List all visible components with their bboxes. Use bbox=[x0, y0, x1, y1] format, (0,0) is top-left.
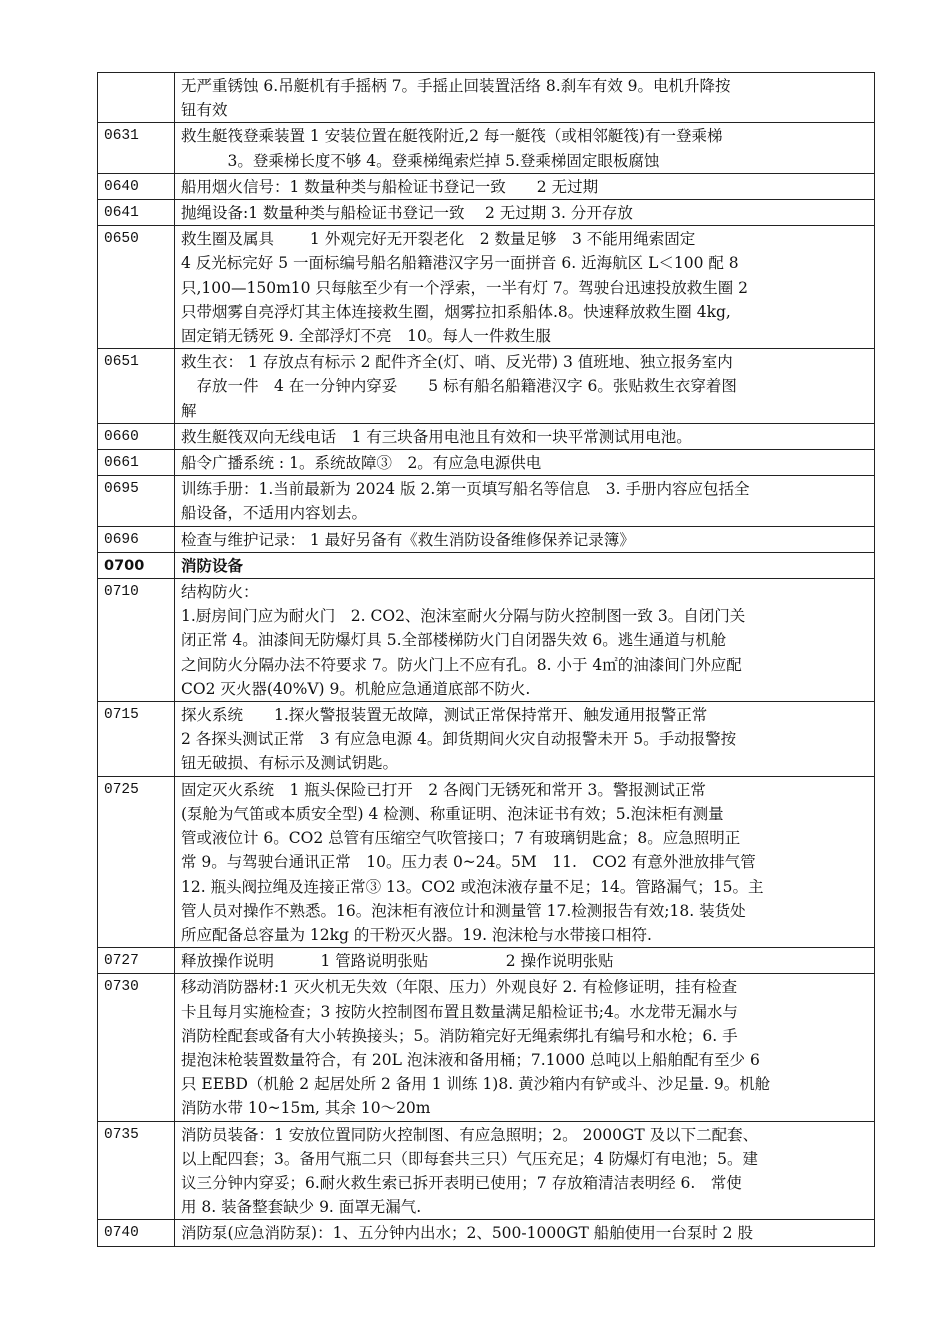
description-line: 之间防火分隔办法不符要求 7。防火门上不应有孔。8. 小于 4㎡的油漆间门外应配 bbox=[181, 655, 742, 674]
table-row bbox=[98, 450, 875, 476]
description-line: 用 8. 装备整套缺少 9. 面罩无漏气. bbox=[181, 1198, 422, 1217]
item-code: 0650 bbox=[98, 226, 175, 349]
description-line: 提泡沫枪装置数量符合，有 20L 泡沫液和备用桶；7.1000 总吨以上船舶配有至少 6 bbox=[181, 1050, 760, 1069]
item-description bbox=[175, 423, 875, 449]
description-line: 钮无破损、有标示及测试钥匙。 bbox=[181, 754, 399, 773]
item-code: 0710 bbox=[98, 579, 175, 702]
item-code: 0641 bbox=[98, 200, 175, 226]
item-code bbox=[98, 73, 175, 123]
description-line: 检查与维护记录： 1 最好另备有《救生消防设备维修保养记录簿》 bbox=[181, 530, 635, 549]
description-line: 闭正常 4。油漆间无防爆灯具 5.全部楼梯防火门自闭器失效 6。逃生通道与机舱 bbox=[181, 631, 727, 650]
item-description bbox=[175, 226, 875, 349]
description-line: 管或液位计 6。CO2 总管有压缩空气吹管接口；7 有玻璃钥匙盒；8。应急照明正 bbox=[181, 829, 741, 848]
description-line: 只 EEBD（机舱 2 起居处所 2 备用 1 训练 1)8. 黄沙箱内有铲或斗、沙足量. 9。机舱 bbox=[181, 1075, 771, 1094]
description-line: 消防员装备：1 安放位置同防火控制图、有应急照明；2。 2000GT 及以下二配套、 bbox=[181, 1125, 759, 1144]
description-line: 12. 瓶头阀拉绳及连接正常③ 13。CO2 或泡沫液存量不足；14。管路漏气；15。主 bbox=[181, 877, 764, 896]
description-line: 无严重锈蚀 6.吊艇机有手摇柄 7。手摇止回装置活络 8.刹车有效 9。电机升降按 bbox=[181, 77, 731, 95]
item-description bbox=[175, 123, 875, 173]
description-line: 探火系统 1.探火警报装置无故障，测试正常保持常开、触发通用报警正常 bbox=[181, 706, 708, 725]
description-line: 以上配四套；3。备用气瓶二只（即每套共三只）气压充足；4 防爆灯有电池；5。建 bbox=[181, 1149, 759, 1168]
item-description bbox=[175, 776, 875, 947]
description-line: 救生艇筏双向无线电话 1 有三块备用电池且有效和一块平常测试用电池。 bbox=[181, 427, 692, 446]
item-description bbox=[175, 476, 875, 526]
description-line: 3。登乘梯长度不够 4。登乘梯绳索烂掉 5.登乘梯固定眼板腐蚀 bbox=[181, 151, 660, 170]
inspection-checklist-table bbox=[97, 72, 875, 1247]
description-line: 1.厨房间门应为耐火门 2. CO2、泡沫室耐火分隔与防火控制图一致 3。自闭门关 bbox=[181, 607, 746, 626]
item-code: 0695 bbox=[98, 476, 175, 526]
item-description bbox=[175, 200, 875, 226]
description-line: 卡且每月实施检查；3 按防火控制图布置且数量满足船检证书;4。水龙带无漏水与 bbox=[181, 1002, 738, 1021]
item-code: 0715 bbox=[98, 702, 175, 777]
item-code: 0696 bbox=[98, 526, 175, 552]
table-row bbox=[98, 579, 875, 702]
table-row bbox=[98, 948, 875, 974]
item-description bbox=[175, 552, 875, 578]
table-row bbox=[98, 123, 875, 173]
description-line: 抛绳设备:1 数量种类与船检证书登记一致 2 无过期 3. 分开存放 bbox=[181, 204, 633, 223]
item-description bbox=[175, 450, 875, 476]
description-line: 船令广播系统 : 1。系统故障③ 2。有应急电源供电 bbox=[181, 454, 542, 473]
item-description bbox=[175, 948, 875, 974]
table-row bbox=[98, 974, 875, 1121]
description-line: 消防栓配套或备有大小转换接头；5。消防箱完好无绳索绑扎有编号和水枪；6. 手 bbox=[181, 1026, 738, 1045]
table-row bbox=[98, 349, 875, 424]
description-line: 2 各探头测试正常 3 有应急电源 4。卸货期间火灾自动报警未开 5。手动报警按 bbox=[181, 730, 737, 749]
description-line: 释放操作说明 1 管路说明张贴 2 操作说明张贴 bbox=[181, 952, 614, 971]
table-row bbox=[98, 73, 875, 123]
item-description bbox=[175, 1121, 875, 1220]
description-line: 所应配备总容量为 12kg 的干粉灭火器。19. 泡沫枪与水带接口相符. bbox=[181, 925, 652, 944]
description-line: 移动消防器材:1 灭火机无失效（年限、压力）外观良好 2. 有检修证明，挂有检查 bbox=[181, 978, 738, 997]
item-code: 0631 bbox=[98, 123, 175, 173]
table-row bbox=[98, 702, 875, 777]
table-row bbox=[98, 776, 875, 947]
description-line: 消防泵(应急消防泵)：1、五分钟内出水；2、500-1000GT 船舶使用一台泵时 2 股 bbox=[181, 1224, 753, 1243]
item-code: 0725 bbox=[98, 776, 175, 947]
table-row bbox=[98, 200, 875, 226]
description-line: 只,100—150m10 只每舷至少有一个浮索，一半有灯 7。驾驶台迅速投放救生圈 2 bbox=[181, 278, 749, 297]
item-description bbox=[175, 974, 875, 1121]
description-line: 4 反光标完好 5 一面标编号船名船籍港汉字另一面拼音 6. 近海航区 L＜100 配 8 bbox=[181, 254, 739, 273]
checklist-body bbox=[98, 73, 875, 1247]
description-line: 救生艇筏登乘装置 1 安装位置在艇筏附近,2 每一艇筏（或相邻艇筏)有一登乘梯 bbox=[181, 127, 723, 146]
item-description bbox=[175, 579, 875, 702]
item-code: 0735 bbox=[98, 1121, 175, 1220]
item-code: 0651 bbox=[98, 349, 175, 424]
item-code: 0730 bbox=[98, 974, 175, 1121]
item-code: 0700 bbox=[98, 552, 175, 578]
item-description bbox=[175, 702, 875, 777]
table-row bbox=[98, 1220, 875, 1246]
table-row bbox=[98, 476, 875, 526]
table-row bbox=[98, 1121, 875, 1220]
description-line: 消防水带 10~15m, 其余 10～20m bbox=[181, 1099, 431, 1118]
description-line: CO2 灭火器(40%V) 9。机舱应急通道底部不防火. bbox=[181, 679, 531, 698]
description-line: 常 9。与驾驶台通讯正常 10。压力表 0~24。5M 11. CO2 有意外泄放排气管 bbox=[181, 853, 756, 872]
table-row bbox=[98, 173, 875, 199]
description-line: 船设备，不适用内容划去。 bbox=[181, 504, 368, 523]
description-line: 固定销无锈死 9. 全部浮灯不亮 10。每人一件救生服 bbox=[181, 327, 551, 346]
item-code: 0661 bbox=[98, 450, 175, 476]
description-line: 固定灭火系统 1 瓶头保险已打开 2 各阀门无锈死和常开 3。警报测试正常 bbox=[181, 780, 706, 799]
section-header-row bbox=[98, 552, 875, 578]
item-description bbox=[175, 73, 875, 123]
item-description bbox=[175, 1220, 875, 1246]
document-page bbox=[97, 72, 875, 1247]
description-line: 船用烟火信号：1 数量种类与船检证书登记一致 2 无过期 bbox=[181, 177, 599, 196]
table-row bbox=[98, 226, 875, 349]
item-code: 0660 bbox=[98, 423, 175, 449]
description-line: 存放一件 4 在一分钟内穿妥 5 标有船名船籍港汉字 6。张贴救生衣穿着图 bbox=[181, 377, 737, 396]
description-line: 训练手册：1.当前最新为 2024 版 2.第一页填写船名等信息 3. 手册内容应包括全 bbox=[181, 480, 750, 499]
description-line: 救生圈及属具 1 外观完好无开裂老化 2 数量足够 3 不能用绳索固定 bbox=[181, 230, 696, 249]
item-description bbox=[175, 173, 875, 199]
description-line: 管人员对操作不熟悉。16。泡沫柜有液位计和测量管 17.检测报告有效;18. 装货处 bbox=[181, 901, 746, 920]
description-line: (泵舱为气笛或本质安全型) 4 检测、称重证明、泡沫证书有效；5.泡沫柜有测量 bbox=[181, 804, 724, 823]
item-code: 0727 bbox=[98, 948, 175, 974]
description-line: 议三分钟内穿妥；6.耐火救生索已拆开表明已使用；7 存放箱清洁表明经 6. 常使 bbox=[181, 1173, 742, 1192]
item-description bbox=[175, 349, 875, 424]
item-code: 0740 bbox=[98, 1220, 175, 1246]
description-line: 结构防火： bbox=[181, 583, 259, 602]
item-description bbox=[175, 526, 875, 552]
table-row bbox=[98, 526, 875, 552]
description-line: 解 bbox=[181, 401, 197, 420]
description-line: 只带烟雾自亮浮灯其主体连接救生圈，烟雾拉扣系船体.8。快速释放救生圈 4kg, bbox=[181, 302, 731, 321]
table-row bbox=[98, 423, 875, 449]
description-line: 钮有效 bbox=[181, 101, 228, 120]
description-line: 消防设备 bbox=[181, 556, 244, 575]
description-line: 救生衣： 1 存放点有标示 2 配件齐全(灯、哨、反光带) 3 值班地、独立报务室内 bbox=[181, 353, 733, 372]
item-code: 0640 bbox=[98, 173, 175, 199]
